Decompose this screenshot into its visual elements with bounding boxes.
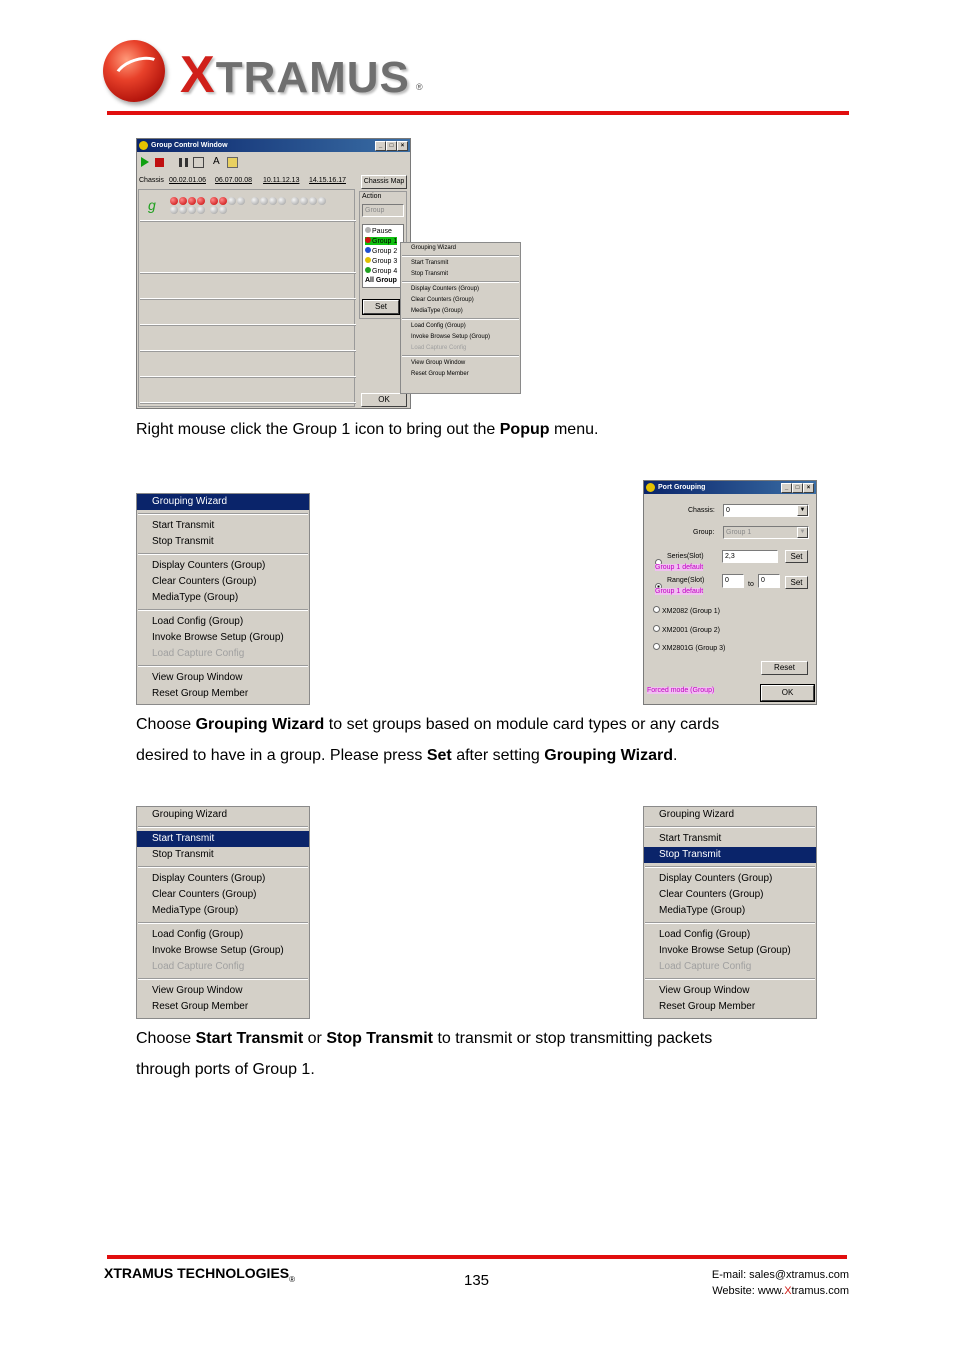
caption-transmit: Choose Start Transmit or Stop Transmit to transmit or stop transmitting packets through ports of Group 1. bbox=[136, 1030, 713, 1078]
chassis-label: Chassis: bbox=[688, 507, 715, 514]
menu-item-invoke-browse-setup[interactable]: Invoke Browse Setup (Group) bbox=[152, 945, 284, 956]
close-button[interactable]: × bbox=[803, 483, 814, 493]
group-item-4[interactable]: Group 4 bbox=[365, 267, 397, 275]
wizard-icon[interactable] bbox=[227, 157, 238, 168]
menu-item-load-capture-config: Load Capture Config bbox=[152, 961, 245, 972]
menu-item-reset-group-member[interactable]: Reset Group Member bbox=[152, 1001, 249, 1012]
port-status-dots bbox=[170, 196, 355, 214]
group1-dot-icon bbox=[365, 237, 371, 243]
range-set-button[interactable]: Set bbox=[785, 576, 808, 589]
logo-registered-mark: ® bbox=[416, 82, 423, 92]
menu-item-grouping-wizard[interactable]: Grouping Wizard bbox=[137, 494, 309, 510]
menu-item-invoke-browse-setup[interactable]: Invoke Browse Setup (Group) bbox=[411, 334, 491, 340]
range-label: Range(Slot) bbox=[667, 577, 705, 584]
menu-item-clear-counters[interactable]: Clear Counters (Group) bbox=[659, 889, 764, 900]
stop-icon[interactable] bbox=[155, 158, 164, 167]
range-from-input[interactable]: 0 bbox=[722, 574, 744, 588]
port-grouping-dialog bbox=[643, 480, 817, 705]
menu-item-start-transmit[interactable]: Start Transmit bbox=[411, 260, 449, 266]
menu-separator bbox=[402, 318, 519, 320]
menu-item-start-transmit[interactable]: Start Transmit bbox=[659, 833, 722, 844]
ok-button[interactable]: OK bbox=[761, 685, 814, 701]
menu-item-display-counters[interactable]: Display Counters (Group) bbox=[411, 286, 480, 292]
menu-separator bbox=[645, 826, 815, 828]
menu-item-view-group-window[interactable]: View Group Window bbox=[659, 985, 750, 996]
menu-item-grouping-wizard[interactable]: Grouping Wizard bbox=[411, 245, 457, 251]
menu-separator bbox=[138, 609, 308, 611]
chassis-label: Chassis bbox=[139, 177, 164, 184]
menu-separator bbox=[138, 866, 308, 868]
menu-item-invoke-browse-setup[interactable]: Invoke Browse Setup (Group) bbox=[152, 632, 284, 643]
window-title: Group Control Window bbox=[151, 142, 228, 149]
page-number: 135 bbox=[464, 1272, 490, 1289]
chassis-id-3: 10.11.12.13 bbox=[263, 177, 300, 184]
dialog-title: Port Grouping bbox=[658, 484, 706, 491]
chassis-row[interactable] bbox=[140, 246, 356, 273]
footer-company: XTRAMUS $TECHNOLOGIES_®$ bbox=[104, 1265, 296, 1284]
menu-separator bbox=[402, 355, 519, 357]
menu-item-load-capture-config: Load Capture Config bbox=[659, 961, 752, 972]
chassis-id-1: 00.02.01.06 bbox=[169, 177, 206, 184]
menu-item-stop-transmit[interactable]: Stop Transmit bbox=[152, 849, 214, 860]
maximize-button[interactable]: □ bbox=[386, 141, 397, 151]
menu-item-load-config[interactable]: Load Config (Group) bbox=[411, 323, 466, 329]
menu-separator bbox=[138, 922, 308, 924]
caption-popup: Right mouse click the Group 1 icon to bring out the Popup menu. bbox=[136, 421, 599, 438]
menu-separator bbox=[645, 978, 815, 980]
minimize-button[interactable]: _ bbox=[375, 141, 386, 151]
group-control-window bbox=[136, 138, 411, 409]
series-input[interactable]: 2,3 bbox=[722, 550, 778, 563]
menu-item-start-transmit[interactable]: Start Transmit bbox=[137, 831, 309, 847]
footer-website: Website: www.Xtramus.com bbox=[712, 1285, 849, 1297]
menu-separator bbox=[138, 513, 308, 515]
dialog-titlebar bbox=[644, 481, 816, 494]
group-item-all[interactable]: All Group bbox=[365, 277, 397, 284]
xm2001-option[interactable]: XM2001 (Group 2) bbox=[653, 625, 720, 634]
group-default-label: Group 1 default bbox=[655, 564, 704, 571]
chassis-row[interactable] bbox=[140, 350, 356, 377]
group-item-1[interactable]: Group 1 bbox=[365, 237, 397, 245]
menu-item-mediatype[interactable]: MediaType (Group) bbox=[411, 308, 463, 314]
series-set-button[interactable]: Set bbox=[785, 550, 808, 563]
chassis-map-button[interactable]: Chassis Map bbox=[361, 175, 407, 189]
chassis-list bbox=[138, 189, 355, 407]
play-icon[interactable] bbox=[141, 157, 149, 167]
group-icon[interactable]: g bbox=[148, 197, 156, 213]
to-label: to bbox=[748, 581, 754, 588]
menu-item-reset-group-member[interactable]: Reset Group Member bbox=[659, 1001, 756, 1012]
group-list bbox=[362, 224, 404, 288]
action-label: Action bbox=[362, 193, 382, 200]
group-popup-menu-stop bbox=[643, 806, 817, 1019]
menu-item-mediatype[interactable]: MediaType (Group) bbox=[659, 905, 746, 916]
menu-separator bbox=[645, 922, 815, 924]
menu-separator bbox=[402, 255, 519, 257]
menu-item-view-group-window[interactable]: View Group Window bbox=[152, 672, 243, 683]
menu-separator bbox=[138, 553, 308, 555]
group-item-3[interactable]: Group 3 bbox=[365, 257, 397, 265]
menu-item-display-counters[interactable]: Display Counters (Group) bbox=[659, 873, 773, 884]
menu-item-display-counters[interactable]: Display Counters (Group) bbox=[152, 873, 266, 884]
group-item-2[interactable]: Group 2 bbox=[365, 247, 397, 255]
window-titlebar bbox=[137, 139, 410, 152]
chassis-row[interactable] bbox=[140, 324, 356, 351]
menu-item-invoke-browse-setup[interactable]: Invoke Browse Setup (Group) bbox=[659, 945, 791, 956]
close-button[interactable]: × bbox=[397, 141, 408, 151]
menu-item-load-capture-config: Load Capture Config bbox=[152, 648, 245, 659]
menu-item-view-group-window[interactable]: View Group Window bbox=[411, 360, 466, 366]
menu-item-start-transmit[interactable]: Start Transmit bbox=[152, 520, 215, 531]
menu-item-load-capture-config: Load Capture Config bbox=[411, 345, 467, 351]
chassis-row[interactable] bbox=[140, 190, 356, 221]
menu-item-stop-transmit[interactable]: Stop Transmit bbox=[411, 271, 449, 277]
menu-item-reset-group-member[interactable]: Reset Group Member bbox=[152, 688, 249, 699]
group-label: Group: bbox=[693, 529, 715, 536]
chassis-select[interactable]: 0 bbox=[723, 504, 809, 517]
group-popup-menu-small bbox=[400, 242, 521, 394]
chassis-id-2: 06.07.00.08 bbox=[215, 177, 252, 184]
chassis-row[interactable] bbox=[140, 272, 356, 299]
pause-icon[interactable] bbox=[179, 158, 188, 167]
menu-item-grouping-wizard[interactable]: Grouping Wizard bbox=[659, 809, 735, 820]
counter-icon[interactable] bbox=[193, 157, 204, 168]
pause-dot-icon bbox=[365, 227, 371, 233]
menu-item-mediatype[interactable]: MediaType (Group) bbox=[152, 905, 239, 916]
app-icon bbox=[646, 483, 655, 492]
footer-rule bbox=[107, 1255, 847, 1259]
font-icon[interactable]: A bbox=[213, 156, 220, 167]
group2-dot-icon bbox=[365, 247, 371, 253]
menu-item-load-config[interactable]: Load Config (Group) bbox=[152, 929, 244, 940]
ok-button[interactable]: OK bbox=[361, 393, 407, 407]
group-default-label: Group 1 default bbox=[655, 588, 704, 595]
menu-separator bbox=[645, 866, 815, 868]
footer-email: E-mail: sales@xtramus.com bbox=[711, 1269, 849, 1281]
group-popup-menu-wizard bbox=[136, 493, 310, 705]
menu-separator bbox=[138, 826, 308, 828]
app-icon bbox=[139, 141, 148, 150]
xtramus-logo-text: XTRAMUS bbox=[180, 46, 410, 104]
menu-item-grouping-wizard[interactable]: Grouping Wizard bbox=[152, 809, 228, 820]
minimize-button[interactable]: _ bbox=[781, 483, 792, 493]
menu-item-load-config[interactable]: Load Config (Group) bbox=[659, 929, 751, 940]
menu-item-load-config[interactable]: Load Config (Group) bbox=[152, 616, 244, 627]
menu-item-mediatype[interactable]: MediaType (Group) bbox=[152, 592, 239, 603]
group-item-pause[interactable]: Pause bbox=[365, 227, 392, 235]
menu-item-reset-group-member[interactable]: Reset Group Member bbox=[411, 371, 469, 377]
menu-separator bbox=[138, 665, 308, 667]
xm2801g-option[interactable]: XM2801G (Group 3) bbox=[653, 643, 725, 652]
menu-item-view-group-window[interactable]: View Group Window bbox=[152, 985, 243, 996]
xm2082-option[interactable]: XM2082 (Group 1) bbox=[653, 606, 720, 615]
chevron-down-icon[interactable]: ▼ bbox=[797, 527, 808, 538]
group4-dot-icon bbox=[365, 267, 371, 273]
menu-item-stop-transmit[interactable]: Stop Transmit bbox=[152, 536, 214, 547]
chassis-row[interactable] bbox=[140, 376, 356, 403]
menu-separator bbox=[138, 978, 308, 980]
action-field[interactable]: Group bbox=[362, 204, 404, 217]
chevron-down-icon[interactable]: ▼ bbox=[797, 505, 808, 516]
menu-item-clear-counters[interactable]: Clear Counters (Group) bbox=[411, 297, 474, 303]
group-select[interactable]: Group 1 bbox=[723, 526, 809, 539]
reset-button[interactable]: Reset bbox=[761, 661, 808, 675]
set-button[interactable]: Set bbox=[363, 300, 399, 314]
toolbar bbox=[139, 156, 249, 170]
menu-item-display-counters[interactable]: Display Counters (Group) bbox=[152, 560, 266, 571]
caption-grouping-wizard: Choose Grouping Wizard to set groups based on module card types or any cards desired to have in a group. Please press Set after setting Grouping Wizard. bbox=[136, 716, 720, 764]
maximize-button[interactable]: □ bbox=[792, 483, 803, 493]
chassis-row[interactable] bbox=[140, 298, 356, 325]
menu-separator bbox=[402, 281, 519, 283]
header-rule bbox=[107, 111, 849, 115]
chassis-id-4: 14.15.16.17 bbox=[309, 177, 346, 184]
forced-mode-label: Forced mode (Group) bbox=[647, 687, 715, 694]
footer-contact bbox=[712, 1267, 849, 1299]
menu-item-clear-counters[interactable]: Clear Counters (Group) bbox=[152, 576, 257, 587]
range-to-input[interactable]: 0 bbox=[758, 574, 780, 588]
menu-item-stop-transmit[interactable]: Stop Transmit bbox=[644, 847, 816, 863]
group3-dot-icon bbox=[365, 257, 371, 263]
menu-item-clear-counters[interactable]: Clear Counters (Group) bbox=[152, 889, 257, 900]
group-popup-menu-start bbox=[136, 806, 310, 1019]
series-label: Series(Slot) bbox=[667, 553, 704, 560]
